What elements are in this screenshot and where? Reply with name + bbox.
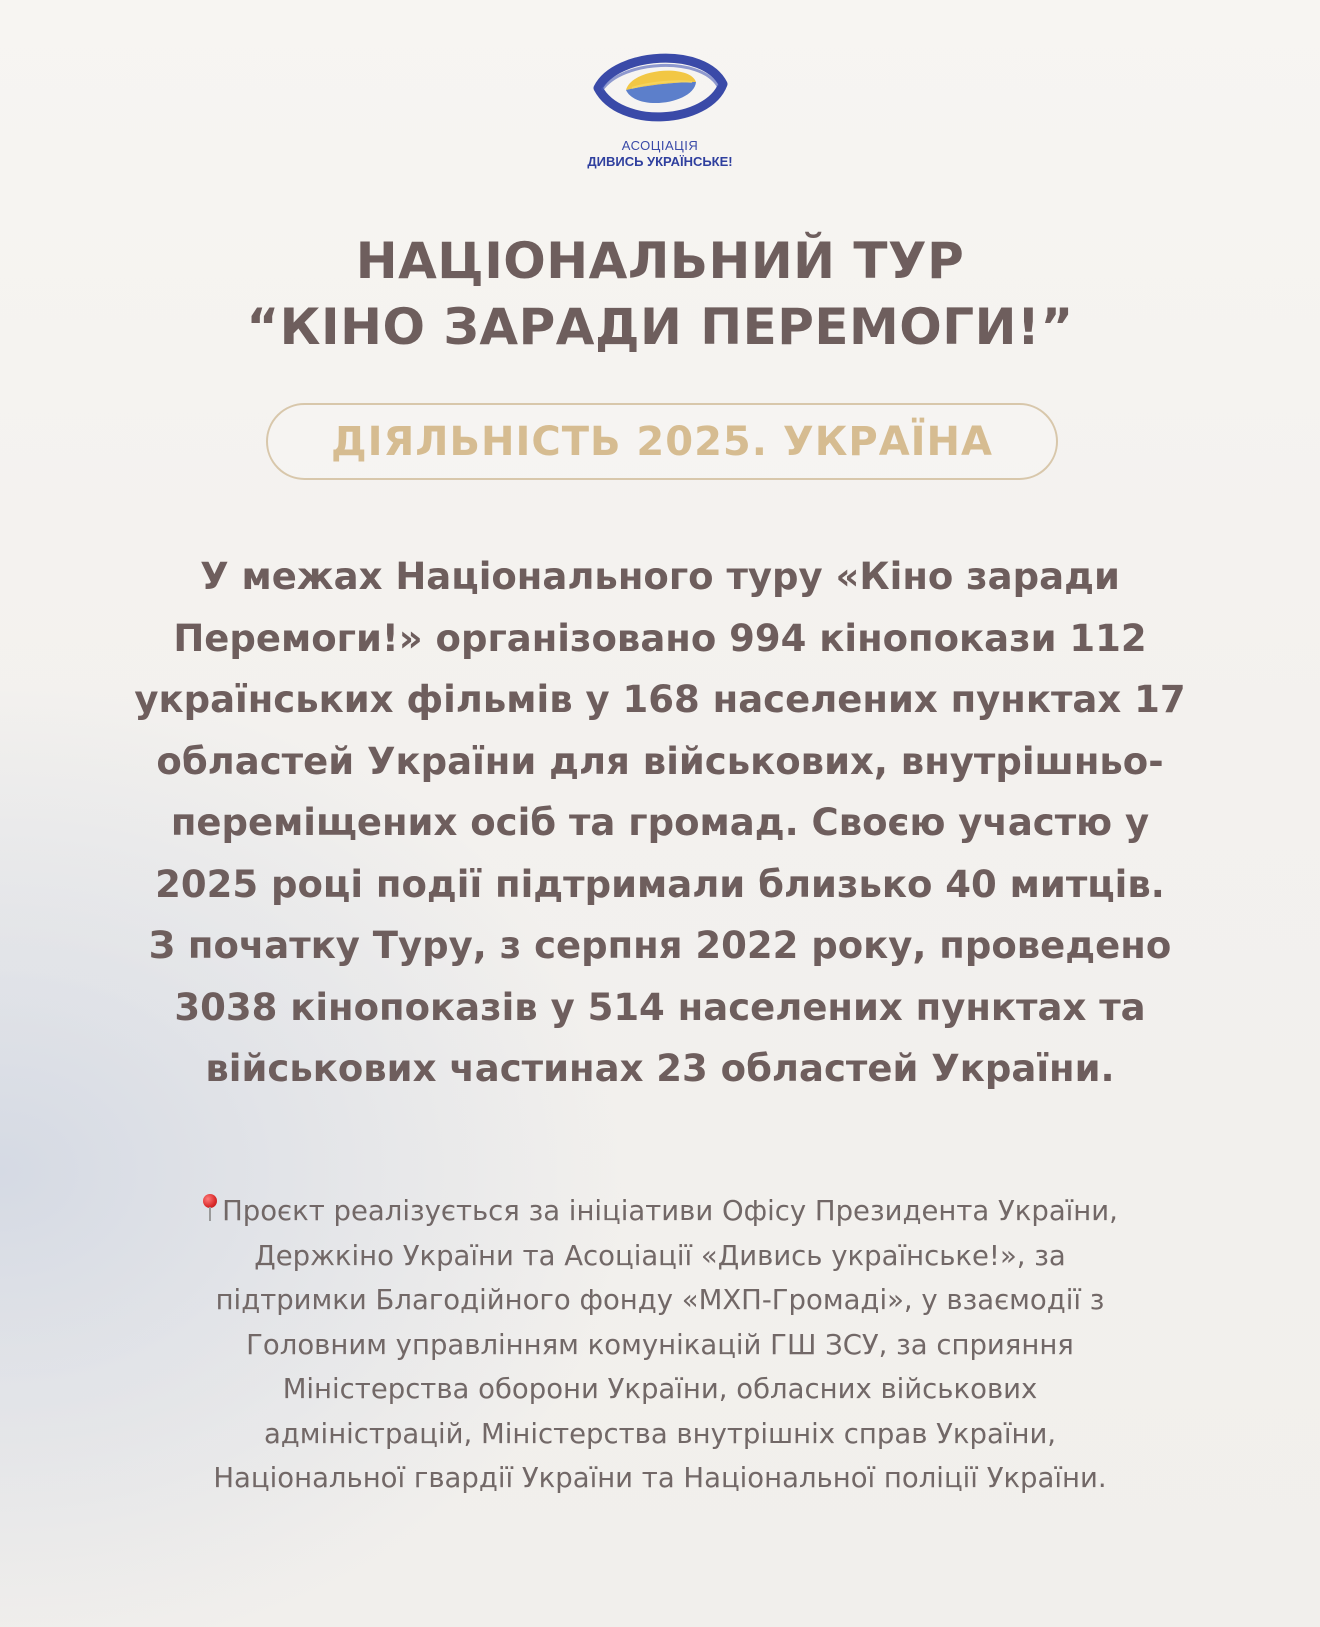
note-text-line: Проєкт реалізується за ініціативи Офісу Президента України, [222,1195,1118,1227]
note-text-line: адміністрацій, Міністерства внутрішніх справ України, [263,1417,1057,1450]
logo-text-association: АСОЦІАЦІЯ [621,138,699,153]
main-text-line: Перемоги!» організовано 994 кінопокази 112 [173,616,1147,660]
title-line-1: НАЦІОНАЛЬНИЙ ТУР [355,232,965,290]
note-text-line: Головним управлінням комунікацій ГШ ЗСУ, за сприяння [246,1328,1074,1361]
main-text-line: українських фільмів у 168 населених пунктах 17 [134,678,1186,721]
note-text-line: підтримки Благодійного фонду «МХП-Громаді», у взаємодії з [215,1284,1105,1316]
note-text-line: Держкіно України та Асоціації «Дивись українське!», за [254,1239,1066,1272]
main-text-line: областей України для військових, внутрішньо- [156,739,1164,783]
eye-logo-icon [592,38,728,138]
activity-badge [266,403,1058,480]
logo-text-name: ДИВИСЬ УКРАЇНСЬКЕ! [587,154,733,169]
association-logo [560,30,760,169]
project-note [60,1189,1260,1501]
main-text-line: 2025 році події підтримали близько 40 митців. [155,862,1165,906]
title-line-2: “КІНО ЗАРАДИ ПЕРЕМОГИ!” [246,298,1074,356]
main-text-line: переміщених осіб та громад. Своєю участю у [170,801,1150,844]
note-text-line: Національної гвардії України та Національної поліції України. [213,1462,1107,1494]
main-text-line: З початку Туру, з серпня 2022 року, проведено [148,924,1172,967]
activity-badge-label: ДІЯЛЬНІСТЬ 2025. УКРАЇНА [330,418,993,465]
note-text-line: Міністерства оборони України, обласних військових [282,1373,1038,1405]
main-text-line: військових частинах 23 областей України. [205,1047,1115,1090]
pin-icon [202,1192,218,1224]
main-text-line: 3038 кінопоказів у 514 населених пунктах та [174,985,1146,1029]
main-text-line: У межах Національного туру «Кіно заради [200,555,1120,598]
page-title [60,228,1260,360]
main-description [60,546,1260,1100]
